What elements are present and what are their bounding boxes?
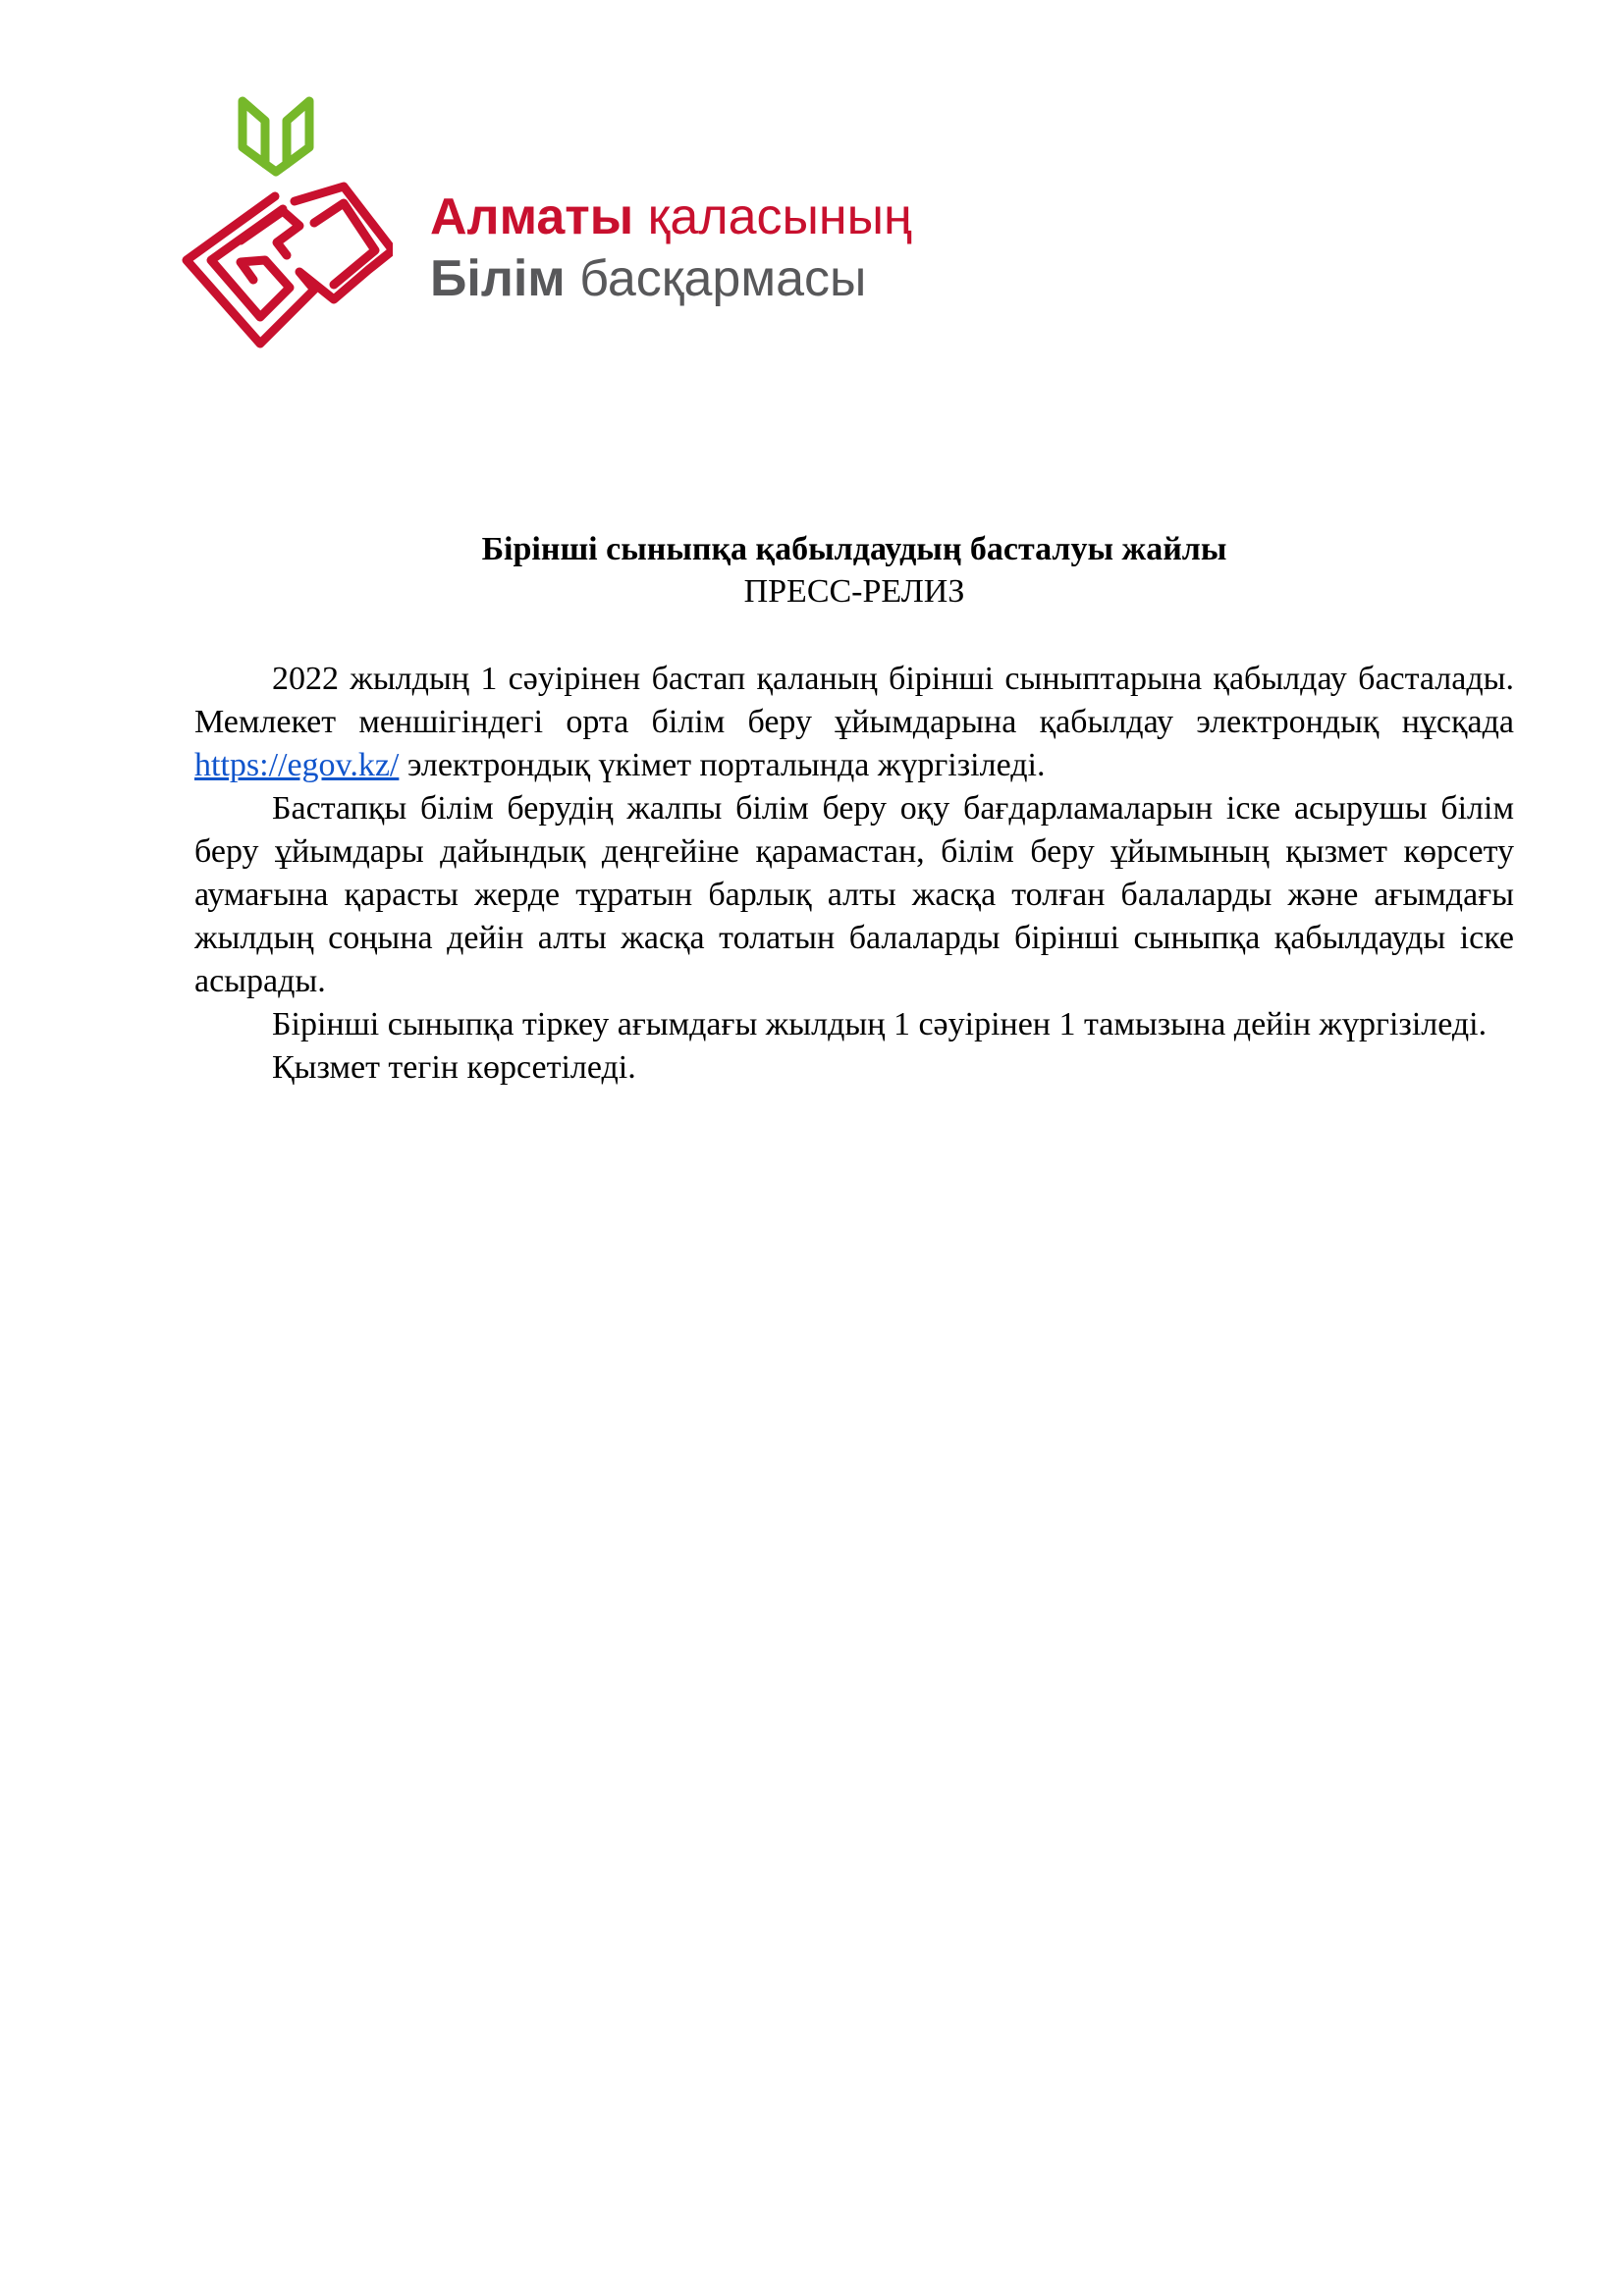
paragraph-4: Қызмет тегін көрсетіледі. [272,1049,636,1086]
document-subtitle: ПРЕСС-РЕЛИЗ [743,573,965,610]
paragraph-1-text-end: электрондық үкімет порталында жүргізіледі. [399,747,1046,783]
paragraph-1-text-start: 2022 жылдың 1 сәуірінен бастап қаланың бірінші сыныптарына қабылдау басталады. Мемлекет меншігіндегі орта білім беру ұйымдарына қабылдау электрондық нұсқада [194,661,1514,740]
document-heading [194,528,1514,613]
logo-wordmark [430,187,912,310]
organization-logo [167,93,992,363]
logo-line-2 [430,248,912,310]
paragraph-2: Бастапқы білім берудің жалпы білім беру оқу бағдарламаларын іске асырушы білім беру ұйымдары дайындық деңгейіне қарамастан, білім беру ұйымының қызмет көрсету аумағына қарасты жерде тұратын барлық алты жасқа толған балаларды және ағымдағы жылдың соңына дейін алты жасқа толатын балаларды бірінші сыныпқа қабылдауды іске асырады. [194,790,1514,999]
document-title: Бірінші сыныпқа қабылдаудың басталуы жайлы [481,531,1227,567]
egov-link[interactable]: https://egov.kz/ [194,747,400,783]
logo-city-name: Алматы [430,188,634,245]
logo-dept-suffix: басқармасы [579,250,867,307]
logo-emblem-icon [167,93,393,353]
document-body [194,658,1514,1090]
logo-line-1 [430,187,912,248]
paragraph-3: Бірінші сыныпқа тіркеу ағымдағы жылдың 1 сәуірінен 1 тамызына дейін жүргізіледі. [272,1006,1488,1042]
logo-city-suffix: қаласының [647,188,912,245]
logo-dept-name: Білім [430,250,566,307]
paragraph-1 [194,658,1514,787]
